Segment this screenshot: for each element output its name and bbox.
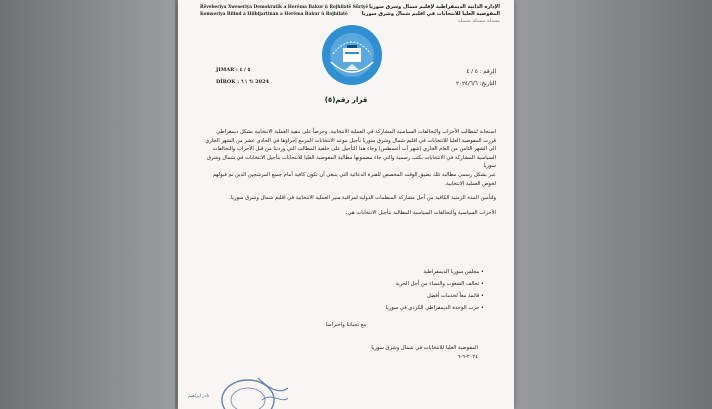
list-item: • قائمة معاً لخدمات أفضل xyxy=(386,290,484,302)
paragraph: ولتأمين المدة الزمنية الكافية من أجل مشاركة المنظمات الدولية لمراقبة سير العملية الانتخابية في اقليم شمال وشرق سوريا. xyxy=(229,195,496,202)
paragraph: استجابة لمطالب الأحزاب والتحالفات السياسية المشاركة في العملية الانتخابية، وحرصاً على تنفيذ العملية الانتخابية بشكل ديمقراطي قررت المفوضية العليا للانتخابات في اقليم شمال وشرق سوريا تأجيل موعد الانتخابات المزمع إجراؤها في الحادي عشر من الشهر الجاري الى الشهر الثامن من العام الجاري (شهر آب أغسطس) وجاء هذا التأجيل على خلفية المطالب التي وردتنا من قبل الأحزاب والتحالفات السياسية المشاركة في الانتخابات بكتب رسمية والتي جاء مضمونها مطالبة المفوضية العليا للانتخابات بتأجيل الانتخابات في شمال وشرق سوريا xyxy=(205,129,496,170)
kurdish-header-line: Komseriya Bilind a Hilbijartinan a Herêma Bakur û Rojhilatê xyxy=(200,12,348,17)
list-item: • حزب الوحدة الديمقراطي الكردي في سوريا xyxy=(386,302,484,314)
kurdish-header-line: Rêveberiya Xweseriya Demokratîk a Herêma Bakur û Rojhilatê Sûriyê xyxy=(200,5,369,10)
signature-block xyxy=(371,344,478,362)
official-stamp-icon xyxy=(218,370,292,409)
background-right xyxy=(512,0,712,409)
decision-title: قرار رقم(٥) xyxy=(324,96,368,104)
signature-org: المفوضية العليا للانتخابات في شمال وشرق سوريا xyxy=(371,345,478,351)
kurdish-header xyxy=(200,4,369,18)
arabic-header xyxy=(361,4,500,25)
jimar-field: JIMAR : ٥ / ٤ xyxy=(216,67,251,73)
stamp-name: نادر ابراهيم xyxy=(188,394,210,399)
raqm-field: الرقم : ٥ / ٤ xyxy=(466,69,496,75)
dirok-field: DÎROK : ٦ \ ٦\ 2024 xyxy=(216,79,270,85)
background-left xyxy=(0,0,175,409)
commission-logo-icon xyxy=(321,24,383,86)
arabic-header-line: مستلة مستلة مستلة xyxy=(457,18,500,24)
signature-date: ٢٠٢٤-٦-٦ xyxy=(457,354,478,360)
document-page xyxy=(178,0,514,409)
list-item: • تحالف الشعوب والنساء من أجل الحرية xyxy=(386,278,484,290)
paragraph: الأحزاب السياسية والتحالفات السياسية المطالبة بتأجيل الانتخابات هي: xyxy=(345,209,496,216)
paragraph: عبر بشكل رسمي مطالبة تلك بضيق الوقت المخصص للفترة الدعائية التي ينبغي أن تكون كافية أمام جميع المرشحين الذين تم قبولهم لخوض العملية الانتخابية. xyxy=(212,171,496,187)
document-number-kurdish xyxy=(216,64,269,88)
decision-body xyxy=(204,128,496,217)
document-number-arabic xyxy=(456,66,496,90)
closing-line: مع تحياتنا واحترامنا xyxy=(325,322,367,328)
list-item: • مجلس سوريا الديمقراطية xyxy=(386,266,484,278)
arabic-header-line: الإدارة الذاتية الديمقراطية لإقليم شمال وشرق سوريا xyxy=(369,4,500,10)
arabic-header-line: المفوضية العليا للانتخابات في اقليم شمال وشرق سوريا xyxy=(361,11,500,17)
party-list xyxy=(386,266,484,314)
tarikh-field: التاريخ: ٢٠٢٤/٦/٦ xyxy=(456,81,496,87)
